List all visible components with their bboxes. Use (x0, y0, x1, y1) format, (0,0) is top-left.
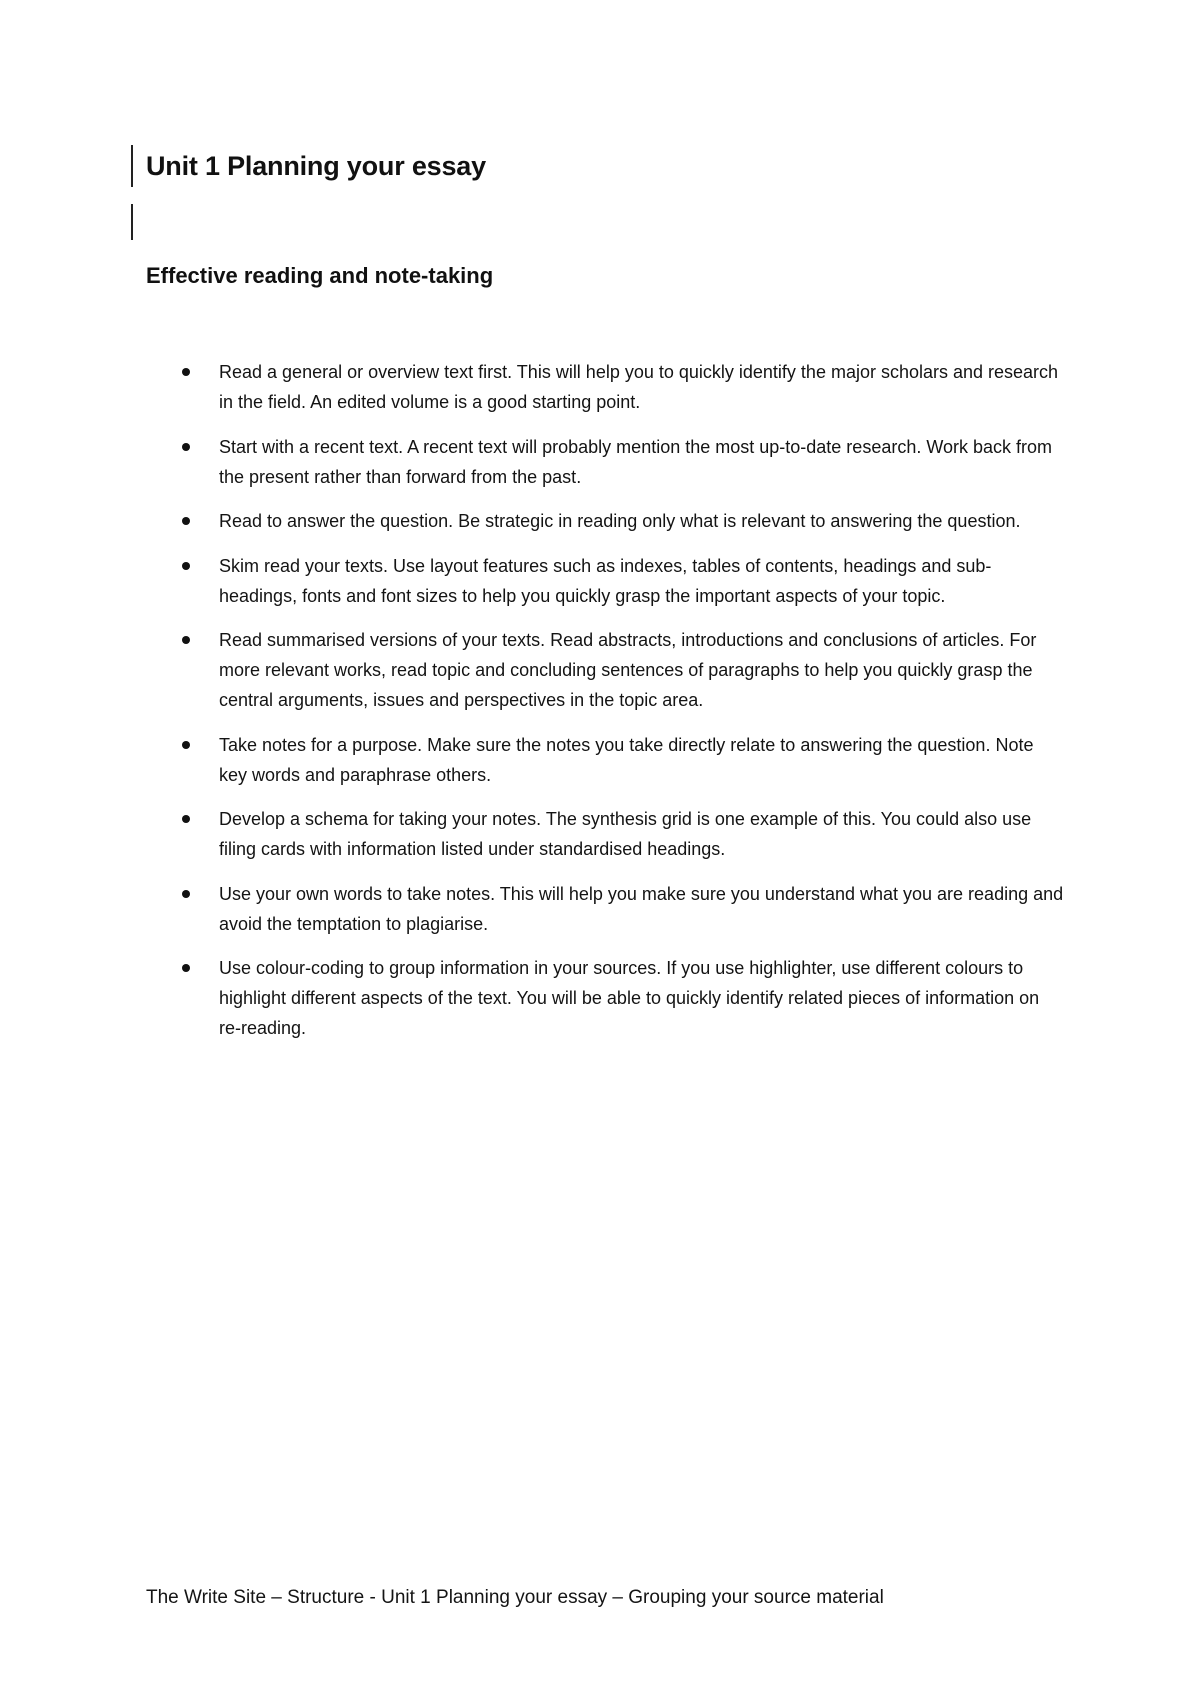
list-item-text: Start with a recent text. A recent text will probably mention the most up-to-date research. Work back from the present rather than forward from the past. (219, 436, 1053, 487)
list-item-text: Develop a schema for taking your notes. The synthesis grid is one example of this. You could also use filing cards with information listed under standardised headings. (219, 809, 1032, 859)
section-heading: Effective reading and note-taking (146, 263, 494, 288)
bullet-icon (182, 368, 190, 376)
list-item-text: Read to answer the question. Be strategic in reading only what is relevant to answering the question. (219, 511, 1021, 531)
list-item (146, 879, 1066, 939)
list-item (146, 506, 1066, 536)
list-item (146, 953, 1066, 1043)
list-item-text: Read summarised versions of your texts. Read abstracts, introductions and conclusions of articles. For more relevant works, read topic and concluding sentences of paragraphs to help you quickly grasp the central arguments, issues and perspectives in the topic area. (219, 630, 1037, 710)
list-item-text: Use your own words to take notes. This will help you make sure you understand what you are reading and avoid the temptation to plagiarise. (219, 883, 1064, 934)
list-item (146, 804, 1066, 864)
bullet-icon (182, 964, 190, 972)
list-item-text: Take notes for a purpose. Make sure the notes you take directly relate to answering the question. Note key words and paraphrase others. (219, 734, 1034, 785)
list-item (146, 432, 1066, 492)
bullet-icon (182, 517, 190, 525)
page-footer: The Write Site – Structure - Unit 1 Planning your essay – Grouping your source material (146, 1587, 884, 1608)
bullet-icon (182, 741, 190, 749)
list-item (146, 730, 1066, 790)
revision-bar (131, 204, 133, 240)
list-item (146, 357, 1066, 417)
tips-list (146, 357, 1066, 1058)
list-item-text: Use colour-coding to group information in your sources. If you use highlighter, use different colours to highlight different aspects of the text. You will be able to quickly identify related pieces of information on re-reading. (219, 958, 1040, 1038)
list-item (146, 551, 1066, 611)
revision-bar (131, 145, 133, 187)
bullet-icon (182, 890, 190, 898)
list-item-text: Read a general or overview text first. This will help you to quickly identify the major scholars and research in the field. An edited volume is a good starting point. (219, 362, 1059, 412)
bullet-icon (182, 443, 190, 451)
list-item (146, 625, 1066, 715)
bullet-icon (182, 636, 190, 644)
bullet-icon (182, 815, 190, 823)
page-title: Unit 1 Planning your essay (146, 151, 486, 181)
bullet-icon (182, 562, 190, 570)
list-item-text: Skim read your texts. Use layout features such as indexes, tables of contents, headings and sub-headings, fonts and font sizes to help you quickly grasp the important aspects of your topic. (219, 555, 992, 606)
